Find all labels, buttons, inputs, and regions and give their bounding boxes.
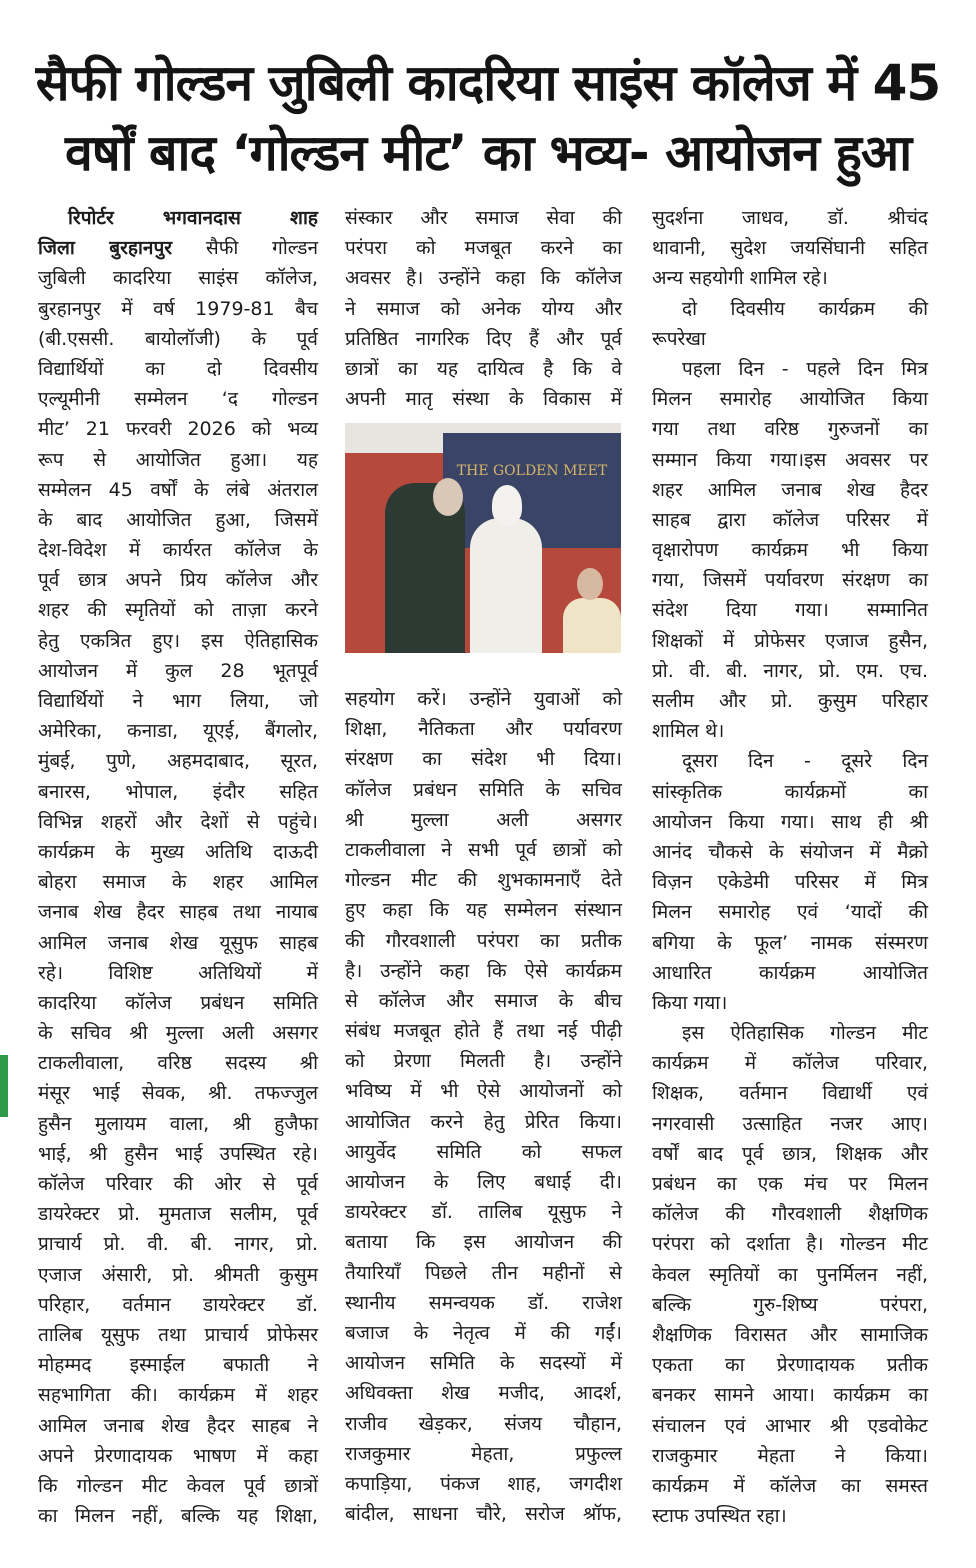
- text-line: प्रो. वी. बी. नागर, प्रो. एम. एच.: [652, 659, 928, 682]
- text-line: हुसैन मुलायम वाला, श्री हुजैफा: [38, 1112, 318, 1135]
- text-line: मिलन समारोह आयोजित किया: [652, 388, 928, 411]
- text-line: मीट’ 21 फरवरी 2026 को भव्य: [38, 418, 318, 441]
- text-line: प्राचार्य प्रो. वी. बी. नागर, प्रो.: [38, 1233, 318, 1256]
- text-line: बजाज के नेतृत्व में की गईं।: [345, 1321, 622, 1344]
- text-line: शिक्षा, नैतिकता और पर्यावरण: [345, 718, 622, 741]
- text-line: संरक्षण का संदेश भी दिया।: [345, 748, 622, 771]
- text-line: पूर्व छात्र अपने प्रिय कॉलेज और: [38, 569, 318, 592]
- text-line: सहयोग करें। उन्होंने युवाओं को: [345, 688, 622, 710]
- text-line: गया तथा वरिष्ठ गुरुजनों का: [652, 418, 928, 441]
- text-line: हुए कहा कि यह सम्मेलन संस्थान: [345, 899, 622, 922]
- text-line: विज़न एकेडेमी परिसर में मित्र: [652, 871, 928, 894]
- text-line: मुंबई, पुणे, अहमदाबाद, सूरत,: [38, 750, 318, 773]
- headline-line-2: वर्षों बाद ‘गोल्डन मीट’ का भव्य- आयोजन हुआ: [64, 124, 912, 182]
- text-line: बताया कि इस आयोजन की: [345, 1231, 622, 1254]
- text-line: आयुर्वेद समिति को सफल: [345, 1140, 622, 1163]
- text-line: आयोजन समिति के सदस्यों में: [345, 1352, 622, 1375]
- text-line: रिपोर्टर भगवानदास शाह: [68, 207, 318, 229]
- text-line: प्रबंधन का एक मंच पर मिलन: [652, 1173, 928, 1195]
- event-photo: [345, 423, 621, 653]
- text-line: बोहरा समाज के शहर आमिल: [38, 871, 318, 894]
- text-line: इस ऐतिहासिक गोल्डन मीट: [682, 1022, 928, 1045]
- text-line: गोल्डन मीट की शुभकामनाएँ देते: [345, 869, 622, 892]
- text-line: के सचिव श्री मुल्ला अली असगर: [38, 1022, 318, 1045]
- text-line: हेतु एकत्रित हुए। इस ऐतिहासिक: [38, 629, 318, 652]
- text-line: रूप से आयोजित हुआ। यह: [38, 448, 318, 471]
- text-line: जुबिली कादरिया साइंस कॉलेज,: [38, 267, 318, 290]
- text-line: पहला दिन - पहले दिन मित्र: [682, 357, 928, 380]
- text-line: डायरेक्टर प्रो. मुमताज सलीम, पूर्व: [38, 1203, 318, 1226]
- text-line: गया, जिसमें पर्यावरण संरक्षण का: [652, 569, 928, 592]
- text-line: नगरवासी उत्साहित नजर आए।: [652, 1112, 928, 1135]
- text-line: शिक्षकों में प्रोफेसर एजाज हुसैन,: [652, 629, 928, 652]
- text-line: बल्कि गुरु-शिष्य परंपरा,: [652, 1293, 928, 1316]
- text-line: अपने प्रेरणादायक भाषण में कहा: [38, 1444, 318, 1467]
- text-line: दो दिवसीय कार्यक्रम की: [682, 297, 928, 320]
- text-line: से कॉलेज और समाज के बीच: [345, 989, 622, 1012]
- text-line: बांदील, साधना चौरे, सरोज श्रॉफ,: [345, 1503, 622, 1526]
- text-line: स्टाफ उपस्थित रहा।: [652, 1505, 787, 1528]
- text-line: देश-विदेश में कार्यरत कॉलेज के: [38, 539, 318, 562]
- text-line: तालिब यूसुफ तथा प्राचार्य प्रोफेसर: [38, 1323, 318, 1346]
- text-line: आयोजन में कुल 28 भूतपूर्व: [38, 659, 318, 682]
- text-line: राजकुमार मेहता, प्रफुल्ल: [345, 1442, 622, 1465]
- text-line: अपनी मातृ संस्था के विकास में: [345, 388, 622, 411]
- text-line: सम्मान किया गया।इस अवसर पर: [652, 448, 928, 471]
- text-line: (बी.एससी. बायोलॉजी) के पूर्व: [38, 327, 318, 350]
- text-line: साहब द्वारा कॉलेज परिसर में: [652, 508, 928, 531]
- article-column-right: [652, 203, 928, 1531]
- text-line: आनंद चौकसे के संयोजन में मैक्रो: [652, 840, 928, 863]
- text-line: जनाब शेख हैदर साहब तथा नायाब: [38, 901, 318, 924]
- text-line: कॉलेज परिवार की ओर से पूर्व: [38, 1173, 318, 1195]
- text-line: भविष्य में भी ऐसे आयोजनों को: [345, 1080, 622, 1103]
- text-line: मिलन समारोह एवं ‘यादों की: [652, 901, 928, 924]
- text-line: बनकर सामने आया। कार्यक्रम का: [652, 1384, 928, 1407]
- text-line: शहर की स्मृतियों को ताज़ा करने: [38, 599, 318, 622]
- text-line: संबंध मजबूत होते हैं तथा नई पीढ़ी: [345, 1020, 622, 1043]
- adjacent-article-marker: [0, 1055, 8, 1117]
- text-line: केवल स्मृतियों का पुनर्मिलन नहीं,: [652, 1263, 928, 1286]
- byline-place: जिला बुरहानपुर: [38, 237, 173, 260]
- text-line: आमिल जनाब शेख यूसुफ साहब: [38, 931, 318, 954]
- text-line: बुरहानपुर में वर्ष 1979-81 बैच: [38, 297, 318, 320]
- text-line: परंपरा को दर्शाता है। गोल्डन मीट: [652, 1233, 928, 1256]
- text-line: अमेरिका, कनाडा, यूएई, बैंगलोर,: [38, 720, 318, 743]
- text-line: सहभागिता की। कार्यक्रम में शहर: [38, 1384, 318, 1407]
- text-line: आमिल जनाब शेख हैदर साहब ने: [38, 1414, 318, 1437]
- article-column-middle-bottom: [345, 684, 622, 1529]
- text-line: रहे। विशिष्ट अतिथियों में: [38, 961, 318, 984]
- text-line: तैयारियाँ पिछले तीन महीनों से: [345, 1261, 622, 1284]
- text-line: के बाद आयोजित हुआ, जिसमें: [38, 508, 318, 531]
- text-line: का मिलन नहीं, बल्कि यह शिक्षा,: [38, 1505, 318, 1528]
- text-line: विद्यार्थियों का दो दिवसीय: [38, 357, 318, 380]
- text-line: अधिवक्ता शेख मजीद, आदर्श,: [345, 1382, 622, 1405]
- headline: [20, 48, 956, 188]
- article-column-left: [38, 203, 318, 1531]
- text-line: एजाज अंसारी, प्रो. श्रीमती कुसुम: [38, 1263, 318, 1286]
- text-line: ने समाज को अनेक योग्य और: [345, 297, 622, 320]
- photo-banner: THE GOLDEN MEET: [443, 433, 621, 548]
- text-line: विद्यार्थियों ने भाग लिया, जो: [38, 690, 318, 712]
- text-line: को प्रेरणा मिलती है। उन्होंने: [345, 1050, 622, 1073]
- text-line: परंपरा को मजबूत करने का: [345, 237, 622, 260]
- text-line: टाकलीवाला, वरिष्ठ सदस्य श्री: [38, 1052, 318, 1075]
- text-line: शामिल थे।: [652, 720, 725, 743]
- text-line: वर्षों बाद पूर्व छात्र, शिक्षक और: [652, 1142, 928, 1165]
- text-line: वृक्षारोपण कार्यक्रम भी किया: [652, 539, 928, 562]
- text-line: रूपरेखा: [652, 327, 706, 350]
- text-line: दूसरा दिन - दूसरे दिन: [682, 750, 928, 773]
- article-column-middle-top: [345, 203, 622, 414]
- text-line: मंसूर भाई सेवक, श्री. तफज्जुल: [38, 1082, 318, 1105]
- text-line: बनारस, भोपाल, इंदौर सहित: [38, 780, 318, 803]
- text-line: कार्यक्रम के मुख्य अतिथि दाऊदी: [38, 840, 318, 863]
- text-line: कार्यक्रम में कॉलेज का समस्त: [652, 1474, 928, 1497]
- text-line: आयोजन के लिए बधाई दी।: [345, 1171, 622, 1193]
- text-line: स्थानीय समन्वयक डॉ. राजेश: [345, 1291, 622, 1314]
- text-line: सांस्कृतिक कार्यक्रमों का: [652, 780, 928, 803]
- text-line: संदेश दिया गया। सम्मानित: [652, 599, 928, 622]
- text-line: एकता का प्रेरणादायक प्रतीक: [652, 1354, 928, 1377]
- text-line: जिला बुरहानपुर सैफी गोल्डन: [38, 237, 318, 260]
- text-line: डायरेक्टर डॉ. तालिब यूसुफ ने: [345, 1201, 622, 1224]
- text-line: सुदर्शना जाधव, डॉ. श्रीचंद: [652, 207, 928, 229]
- text-line: संस्कार और समाज सेवा की: [345, 207, 622, 229]
- text-line: राजकुमार मेहता ने किया।: [652, 1444, 928, 1467]
- text-line: सलीम और प्रो. कुसुम परिहार: [652, 690, 928, 712]
- text-line: टाकलीवाला ने सभी पूर्व छात्रों को: [345, 838, 622, 861]
- text-line: राजीव खेड़कर, संजय चौहान,: [345, 1412, 622, 1435]
- text-line: है। उन्होंने कहा कि ऐसे कार्यक्रम: [345, 959, 622, 982]
- text-line: सम्मेलन 45 वर्षों के लंबे अंतराल: [38, 478, 318, 501]
- text-line: विभिन्न शहरों और देशों से पहुंचे।: [38, 810, 318, 833]
- text-line: कॉलेज प्रबंधन समिति के सचिव: [345, 778, 622, 801]
- text-line: भाई, श्री हुसैन भाई उपस्थित रहे।: [38, 1142, 318, 1165]
- text-line: अन्य सहयोगी शामिल रहे।: [652, 267, 828, 290]
- text-line: श्री मुल्ला अली असगर: [345, 808, 622, 831]
- text-line: आधारित कार्यक्रम आयोजित: [652, 961, 928, 984]
- text-line: संचालन एवं आभार श्री एडवोकेट: [652, 1414, 928, 1437]
- text-line: कार्यक्रम में कॉलेज परिवार,: [652, 1052, 928, 1075]
- text-line: आयोजन किया गया। साथ ही श्री: [652, 810, 928, 833]
- text-line: कि गोल्डन मीट केवल पूर्व छात्रों: [38, 1474, 318, 1497]
- text-line: छात्रों का यह दायित्व है कि वे: [345, 357, 622, 380]
- text-line: की गौरवशाली परंपरा का प्रतीक: [345, 929, 622, 952]
- text-line: शिक्षक, वर्तमान विद्यार्थी एवं: [652, 1082, 928, 1105]
- text-line: परिहार, वर्तमान डायरेक्टर डॉ.: [38, 1293, 318, 1316]
- text-line: एल्यूमीनी सम्मेलन ‘द गोल्डन: [38, 388, 318, 411]
- headline-line-1: सैफी गोल्डन जुबिली कादरिया साइंस कॉलेज में 45: [35, 54, 941, 112]
- text-line: प्रतिष्ठित नागरिक दिए हैं और पूर्व: [345, 327, 622, 350]
- text-line: आयोजित करने हेतु प्रेरित किया।: [345, 1110, 622, 1133]
- text-line: किया गया।: [652, 991, 728, 1014]
- text-line: बगिया के फूल’ नामक संस्मरण: [652, 931, 928, 954]
- text-line: मोहम्मद इस्माईल बफाती ने: [38, 1354, 318, 1377]
- text-line: कपाड़िया, पंकज शाह, जगदीश: [345, 1472, 622, 1495]
- text-line: कॉलेज की गौरवशाली शैक्षणिक: [652, 1203, 928, 1226]
- text-line: अवसर है। उन्होंने कहा कि कॉलेज: [345, 267, 622, 290]
- text-line: शैक्षणिक विरासत और सामाजिक: [652, 1323, 928, 1346]
- text-line: थावानी, सुदेश जयसिंघानी सहित: [652, 237, 928, 260]
- text-line: शहर आमिल जनाब शेख हैदर: [652, 478, 928, 501]
- text-line: कादरिया कॉलेज प्रबंधन समिति: [38, 991, 318, 1014]
